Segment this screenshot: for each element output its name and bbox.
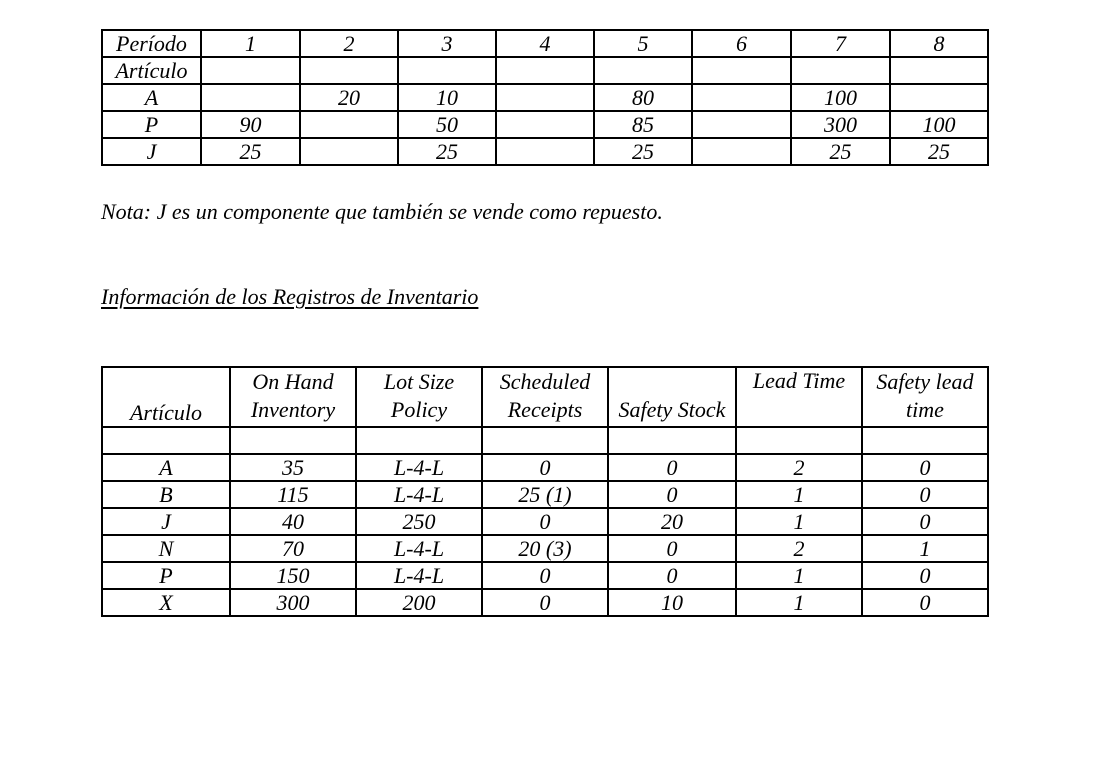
value-cell: 80	[594, 84, 692, 111]
table-cell: 250	[356, 508, 482, 535]
table-cell: 0	[482, 562, 608, 589]
period-cell: 3	[398, 30, 496, 57]
table-cell: 0	[608, 454, 736, 481]
value-cell	[201, 84, 300, 111]
column-header-on-hand: On Hand Inventory	[230, 367, 356, 427]
value-cell	[496, 84, 594, 111]
item-label: Artículo	[102, 57, 201, 84]
value-cell: 50	[398, 111, 496, 138]
table-row	[102, 562, 988, 589]
empty-cell	[482, 427, 608, 454]
table-cell: 70	[230, 535, 356, 562]
item-cell: P	[102, 111, 201, 138]
section-title: Información de los Registros de Inventario	[101, 284, 479, 309]
table-cell: 115	[230, 481, 356, 508]
table-cell: 0	[608, 535, 736, 562]
value-cell: 100	[791, 84, 890, 111]
empty-cell	[300, 57, 398, 84]
table-row	[102, 508, 988, 535]
table-cell: L-4-L	[356, 562, 482, 589]
table-cell: 25 (1)	[482, 481, 608, 508]
empty-cell	[496, 57, 594, 84]
table-cell: N	[102, 535, 230, 562]
period-header-row	[102, 30, 988, 57]
column-header-safety-lead-time: Safety lead time	[862, 367, 988, 427]
table-cell: 0	[608, 481, 736, 508]
value-cell	[692, 138, 791, 165]
period-cell: 6	[692, 30, 791, 57]
empty-cell	[736, 427, 862, 454]
note-text: Nota: J es un componente que también se vende como repuesto.	[101, 199, 663, 224]
period-label: Período	[102, 30, 201, 57]
period-cell: 7	[791, 30, 890, 57]
empty-cell	[356, 427, 482, 454]
inventory-header-row	[102, 367, 988, 427]
table-cell: 35	[230, 454, 356, 481]
table-cell: 2	[736, 454, 862, 481]
table-cell: 1	[736, 481, 862, 508]
period-cell: 8	[890, 30, 988, 57]
value-cell	[692, 111, 791, 138]
table-cell: L-4-L	[356, 535, 482, 562]
table-row	[102, 535, 988, 562]
table-cell: 2	[736, 535, 862, 562]
table-row	[102, 454, 988, 481]
demand-row-j	[102, 138, 988, 165]
column-header-scheduled-receipts: Scheduled Receipts	[482, 367, 608, 427]
table-cell: 0	[482, 508, 608, 535]
item-label-row	[102, 57, 988, 84]
table-cell: 0	[862, 562, 988, 589]
empty-cell	[890, 57, 988, 84]
value-cell: 100	[890, 111, 988, 138]
period-cell: 1	[201, 30, 300, 57]
table-cell: 200	[356, 589, 482, 616]
table-cell: 300	[230, 589, 356, 616]
table-cell: B	[102, 481, 230, 508]
table-cell: 10	[608, 589, 736, 616]
table-cell: 1	[862, 535, 988, 562]
demand-table	[101, 29, 989, 166]
empty-cell	[692, 57, 791, 84]
value-cell: 20	[300, 84, 398, 111]
table-cell: 0	[482, 589, 608, 616]
item-cell: A	[102, 84, 201, 111]
column-header-lead-time: Lead Time	[736, 367, 862, 427]
value-cell: 25	[890, 138, 988, 165]
table-cell: X	[102, 589, 230, 616]
value-cell: 25	[398, 138, 496, 165]
table-row	[102, 481, 988, 508]
empty-cell	[201, 57, 300, 84]
empty-cell	[608, 427, 736, 454]
value-cell: 25	[201, 138, 300, 165]
table-cell: 0	[862, 481, 988, 508]
period-cell: 4	[496, 30, 594, 57]
empty-cell	[594, 57, 692, 84]
value-cell: 25	[791, 138, 890, 165]
empty-cell	[230, 427, 356, 454]
demand-row-a	[102, 84, 988, 111]
value-cell: 10	[398, 84, 496, 111]
value-cell	[890, 84, 988, 111]
empty-cell	[102, 427, 230, 454]
value-cell	[300, 138, 398, 165]
value-cell: 85	[594, 111, 692, 138]
table-cell: 0	[608, 562, 736, 589]
value-cell	[300, 111, 398, 138]
empty-cell	[862, 427, 988, 454]
period-cell: 5	[594, 30, 692, 57]
table-cell: 150	[230, 562, 356, 589]
value-cell	[692, 84, 791, 111]
table-cell: 40	[230, 508, 356, 535]
table-cell: 0	[862, 589, 988, 616]
item-cell: J	[102, 138, 201, 165]
period-cell: 2	[300, 30, 398, 57]
inventory-table	[101, 366, 989, 617]
value-cell	[496, 138, 594, 165]
table-cell: L-4-L	[356, 481, 482, 508]
table-cell: J	[102, 508, 230, 535]
value-cell: 90	[201, 111, 300, 138]
table-cell: 0	[482, 454, 608, 481]
table-cell: 20	[608, 508, 736, 535]
column-header-lot-size: Lot Size Policy	[356, 367, 482, 427]
column-header-safety-stock: Safety Stock	[608, 367, 736, 427]
table-cell: P	[102, 562, 230, 589]
value-cell: 300	[791, 111, 890, 138]
table-row	[102, 589, 988, 616]
value-cell	[496, 111, 594, 138]
table-cell: 0	[862, 454, 988, 481]
table-cell: 0	[862, 508, 988, 535]
empty-cell	[791, 57, 890, 84]
table-cell: 20 (3)	[482, 535, 608, 562]
column-header-item: Artículo	[102, 367, 230, 427]
table-cell: 1	[736, 508, 862, 535]
table-cell: A	[102, 454, 230, 481]
demand-row-p	[102, 111, 988, 138]
table-cell: L-4-L	[356, 454, 482, 481]
table-cell: 1	[736, 562, 862, 589]
empty-row	[102, 427, 988, 454]
empty-cell	[398, 57, 496, 84]
value-cell: 25	[594, 138, 692, 165]
table-cell: 1	[736, 589, 862, 616]
